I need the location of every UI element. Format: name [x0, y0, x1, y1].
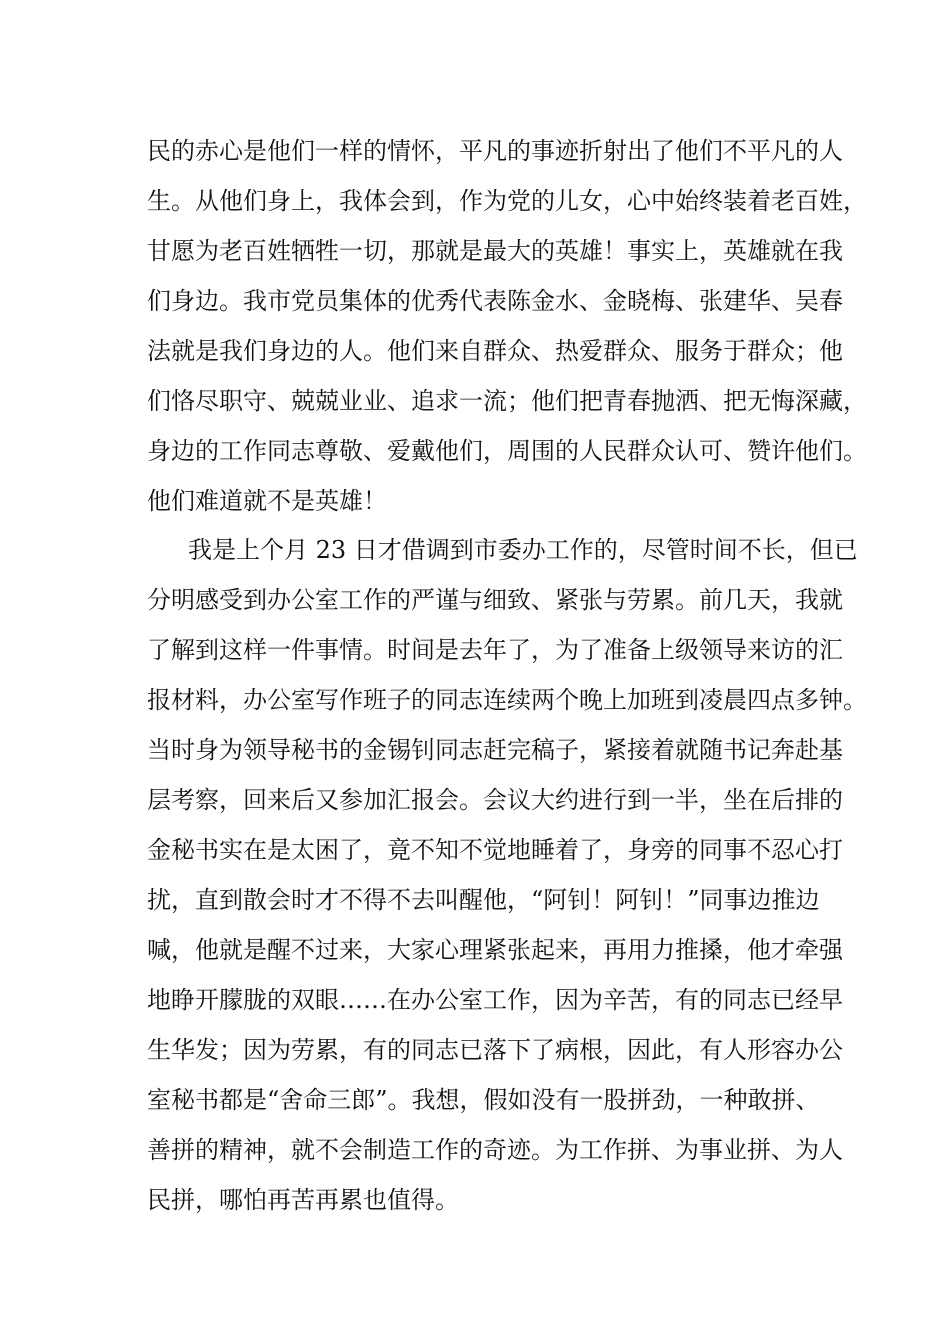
text-line: 法就是我们身边的人。他们来自群众、热爱群众、服务于群众；他 [147, 337, 843, 365]
text-line: 生华发；因为劳累，有的同志已落下了病根，因此，有人形容办公 [147, 1036, 843, 1064]
text-line: 生。从他们身上，我体会到，作为党的儿女，心中始终装着老百姓， [147, 187, 867, 215]
paragraph-first-line: 我是上个月 23 日才借调到市委办工作的，尽管时间不长，但已 [188, 536, 858, 564]
text-line: 喊，他就是醒不过来，大家心理紧张起来，再用力推搡，他才牵强 [147, 936, 843, 964]
text-line: 甘愿为老百姓牺牲一切，那就是最大的英雄！事实上，英雄就在我 [147, 237, 843, 265]
text-line: 层考察，回来后又参加汇报会。会议大约进行到一半，坐在后排的 [147, 786, 843, 814]
text-line: 地睁开朦胧的双眼……在办公室工作，因为辛苦，有的同志已经早 [147, 986, 843, 1014]
text-line: 民的赤心是他们一样的情怀，平凡的事迹折射出了他们不平凡的人 [147, 137, 843, 165]
text-line: 民拼，哪怕再苦再累也值得。 [147, 1186, 459, 1214]
text-line: 身边的工作同志尊敬、爱戴他们，周围的人民群众认可、赞许他们。 [147, 437, 867, 465]
text-line: 当时身为领导秘书的金锡钊同志赶完稿子，紧接着就随书记奔赴基 [147, 736, 843, 764]
text-line: 们恪尽职守、兢兢业业、追求一流；他们把青春抛洒、把无悔深藏， [147, 387, 867, 415]
text-line: 报材料，办公室写作班子的同志连续两个晚上加班到凌晨四点多钟。 [147, 686, 867, 714]
text-line: 金秘书实在是太困了，竟不知不觉地睡着了，身旁的同事不忍心打 [147, 836, 843, 864]
text-line: 他们难道就不是英雄！ [147, 487, 387, 515]
text-line: 了解到这样一件事情。时间是去年了，为了准备上级领导来访的汇 [147, 636, 843, 664]
text-line: 室秘书都是“舍命三郎”。我想，假如没有一股拼劲，一种敢拼、 [147, 1086, 820, 1114]
text-line: 善拼的精神，就不会制造工作的奇迹。为工作拼、为事业拼、为人 [147, 1136, 843, 1164]
text-line: 分明感受到办公室工作的严谨与细致、紧张与劳累。前几天，我就 [147, 586, 843, 614]
text-line: 们身边。我市党员集体的优秀代表陈金水、金晓梅、张建华、吴春 [147, 287, 843, 315]
text-line: 扰，直到散会时才不得不去叫醒他，“阿钊！阿钊！”同事边推边 [147, 886, 820, 914]
